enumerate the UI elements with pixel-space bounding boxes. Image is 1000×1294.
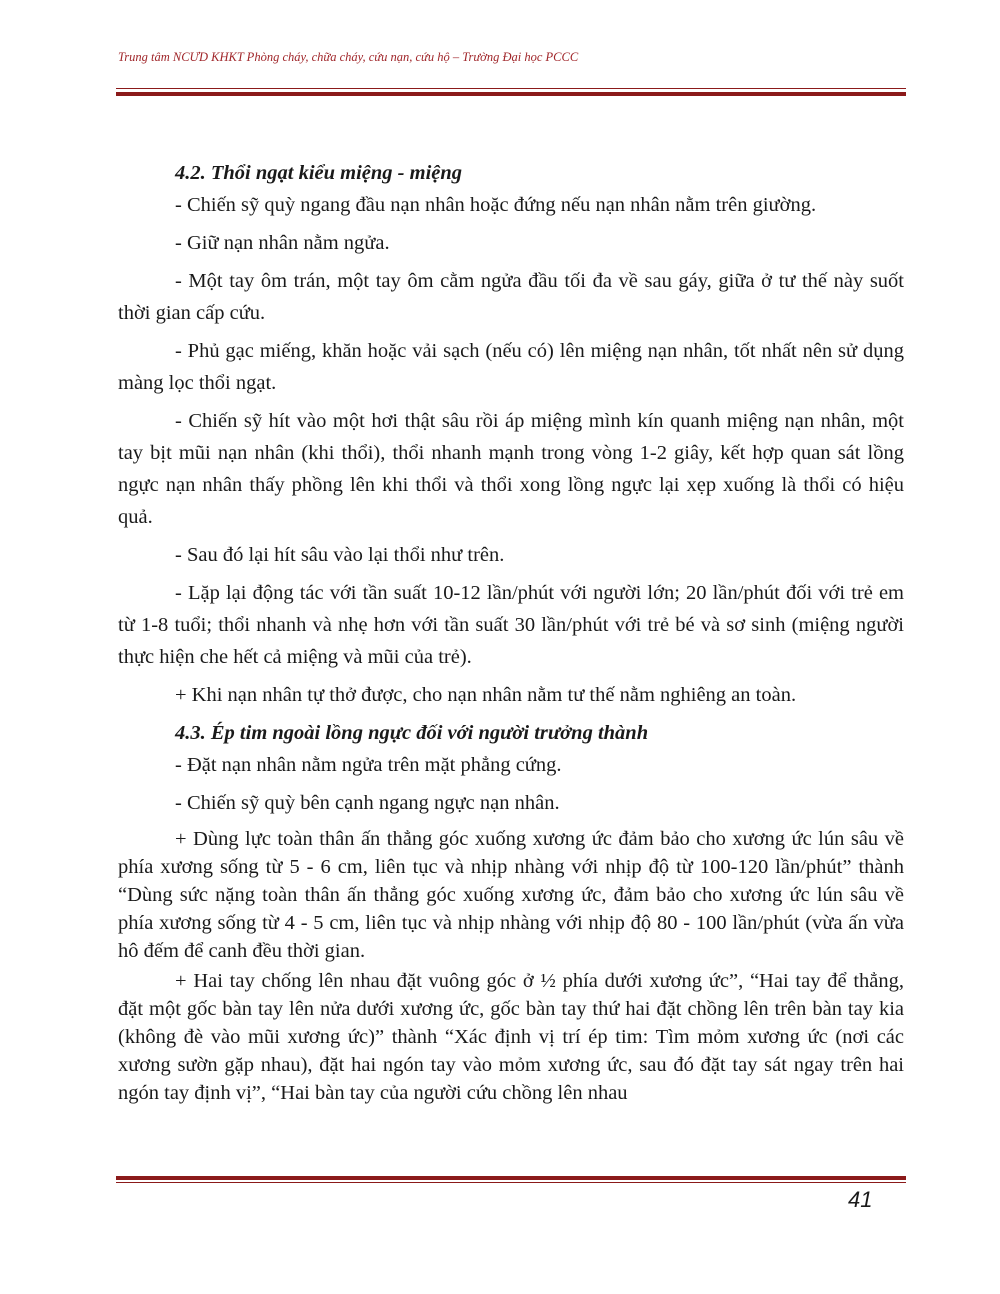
section-heading: 4.2. Thổi ngạt kiểu miệng - miệng xyxy=(175,162,463,184)
footer-rule-thick xyxy=(116,1176,906,1180)
paragraph: - Lặp lại động tác với tần suất 10-12 lần/phút với người lớn; 20 lần/phút đối với trẻ em từ 1-8 tuổi; thổi nhanh và nhẹ hơn với tần suất 30 lần/phút với trẻ bé và sơ sinh (miệng người thực hiện che hết cả miệng và mũi của trẻ). xyxy=(118,582,904,668)
section-4-3 xyxy=(118,717,904,1107)
paragraph: - Sau đó lại hít sâu vào lại thổi như trên. xyxy=(175,544,505,566)
page-body xyxy=(118,157,904,1109)
paragraph: - Chiến sỹ quỳ ngang đầu nạn nhân hoặc đứng nếu nạn nhân nằm trên giường. xyxy=(175,194,817,216)
footer-rule-thin xyxy=(116,1182,906,1183)
paragraph: - Giữ nạn nhân nằm ngửa. xyxy=(175,232,390,254)
page-number: 41 xyxy=(848,1187,873,1212)
paragraph: + Hai tay chống lên nhau đặt vuông góc ở ½ phía dưới xương ức”, “Hai tay để thẳng, đặt một gốc bàn tay lên nửa dưới xương ức, gốc bàn tay thứ hai đặt chồng lên trên bàn tay kia (không đè vào mũi xương ức)” thành “Xác định vị trí ép tim: Tìm mỏm xương ức (nơi các xương sườn gặp nhau), đặt hai ngón tay vào mỏm xương ức, sau đó đặt tay sát ngay trên hai ngón tay định vị”, “Hai bàn tay của người cứu chồng lên nhau xyxy=(118,970,904,1104)
section-4-2 xyxy=(118,157,904,711)
header-rule-thick xyxy=(116,92,906,96)
header-rule-thin xyxy=(116,88,906,89)
paragraph: - Chiến sỹ hít vào một hơi thật sâu rồi áp miệng mình kín quanh miệng nạn nhân, một tay bịt mũi nạn nhân (khi thổi), thổi nhanh mạnh trong vòng 1-2 giây, kết hợp quan sát lồng ngực nạn nhân thấy phồng lên khi thổi và thổi xong lồng ngực lại xẹp xuống là thổi có hiệu quả. xyxy=(118,410,904,528)
paragraph: - Phủ gạc miếng, khăn hoặc vải sạch (nếu có) lên miệng nạn nhân, tốt nhất nên sử dụng màng lọc thổi ngạt. xyxy=(118,340,904,394)
running-header: Trung tâm NCƯD KHKT Phòng cháy, chữa cháy, cứu nạn, cứu hộ – Trường Đại học PCCC xyxy=(118,50,579,64)
paragraph: - Một tay ôm trán, một tay ôm cằm ngửa đầu tối đa về sau gáy, giữa ở tư thế này suốt thời gian cấp cứu. xyxy=(118,270,904,324)
paragraph: - Chiến sỹ quỳ bên cạnh ngang ngực nạn nhân. xyxy=(175,792,560,814)
paragraph: + Khi nạn nhân tự thở được, cho nạn nhân nằm tư thế nằm nghiêng an toàn. xyxy=(175,684,797,706)
section-heading: 4.3. Ép tim ngoài lồng ngực đối với người trưởng thành xyxy=(175,722,649,744)
paragraph: + Dùng lực toàn thân ấn thẳng góc xuống xương ức đảm bảo cho xương ức lún sâu về phía xương sống từ 5 - 6 cm, liên tục và nhịp nhàng với nhịp độ từ 100-120 lần/phút” thành “Dùng sức nặng toàn thân ấn thẳng góc xuống xương ức, đảm bảo cho xương ức lún sâu về phía xương sống từ 4 - 5 cm, liên tục và nhịp nhàng với nhịp độ 80 - 100 lần/phút (vừa ấn vừa hô đếm để canh đều thời gian. xyxy=(118,828,904,962)
paragraph: - Đặt nạn nhân nằm ngửa trên mặt phẳng cứng. xyxy=(175,754,562,776)
